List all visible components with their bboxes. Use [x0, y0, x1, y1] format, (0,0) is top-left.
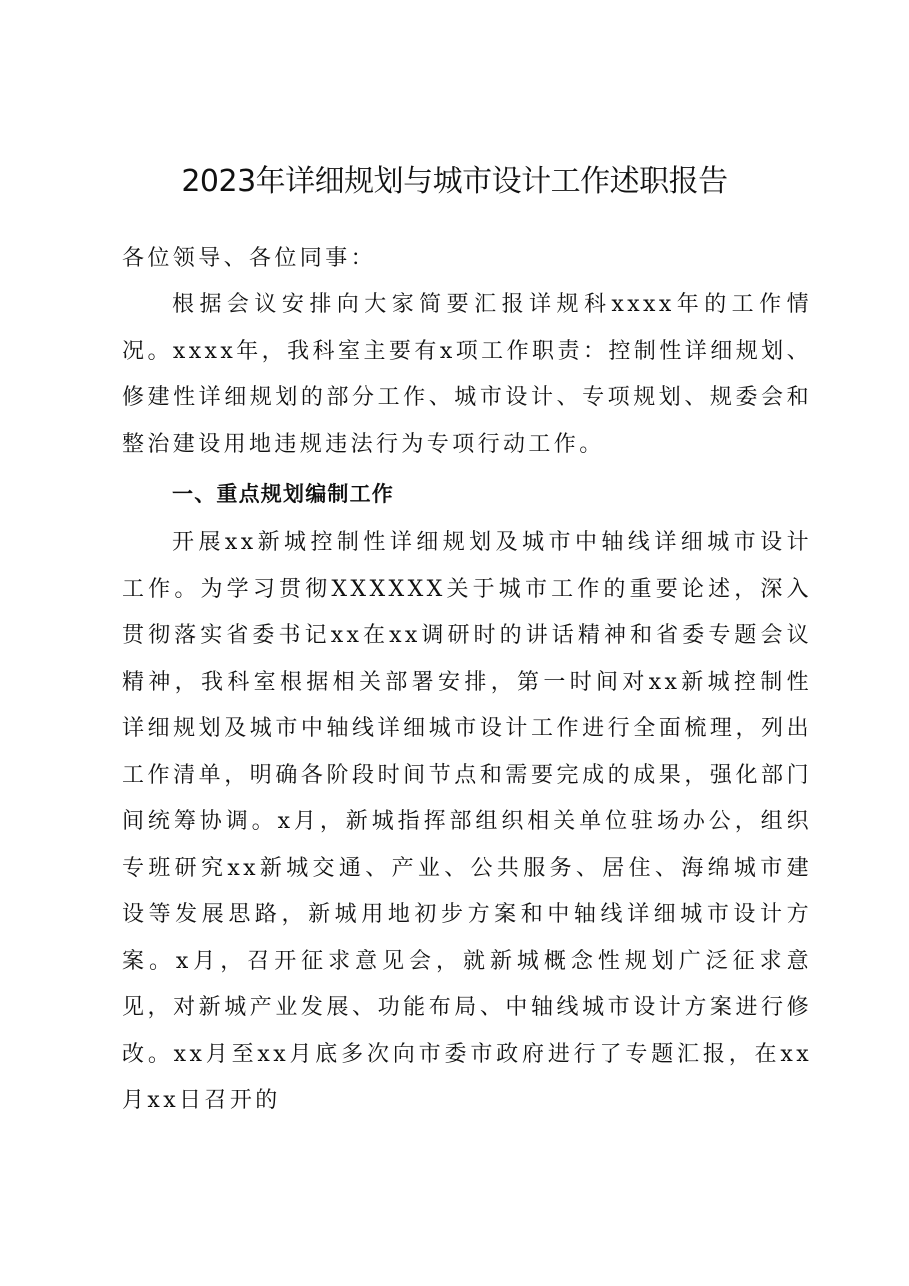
- salutation: 各位领导、各位同事：: [122, 246, 377, 271]
- document-title: 2023年详细规划与城市设计工作述职报告: [181, 164, 728, 199]
- paragraph-intro: 根据会议安排向大家简要汇报详规科xxxx年的工作情况。xxxx年，我科室主要有x项工作职责：控制性详细规划、修建性详细规划的部分工作、城市设计、专项规划、规委会和整治建设用地违规违法行为专项行动工作。: [122, 292, 812, 457]
- section-heading: 一、重点规划编制工作: [172, 482, 394, 506]
- paragraph-planning-work: 开展xx新城控制性详细规划及城市中轴线详细城市设计工作。为学习贯彻XXXXXX关于城市工作的重要论述，深入贯彻落实省委书记xx在xx调研时的讲话精神和省委专题会议精神，我科室根据相关部署安排，第一时间对xx新城控制性详细规划及城市中轴线详细城市设计工作进行全面梳理，列出工作清单，明确各阶段时间节点和需要完成的成果，强化部门间统筹协调。x月，新城指挥部组织相关单位驻场办公，组织专班研究xx新城交通、产业、公共服务、居住、海绵城市建设等发展思路，新城用地初步方案和中轴线详细城市设计方案。x月，召开征求意见会，就新城概念性规划广泛征求意见，对新城产业发展、功能布局、中轴线城市设计方案进行修改。xx月至xx月底多次向市委市政府进行了专题汇报，在xx月xx日召开的: [122, 530, 812, 1113]
